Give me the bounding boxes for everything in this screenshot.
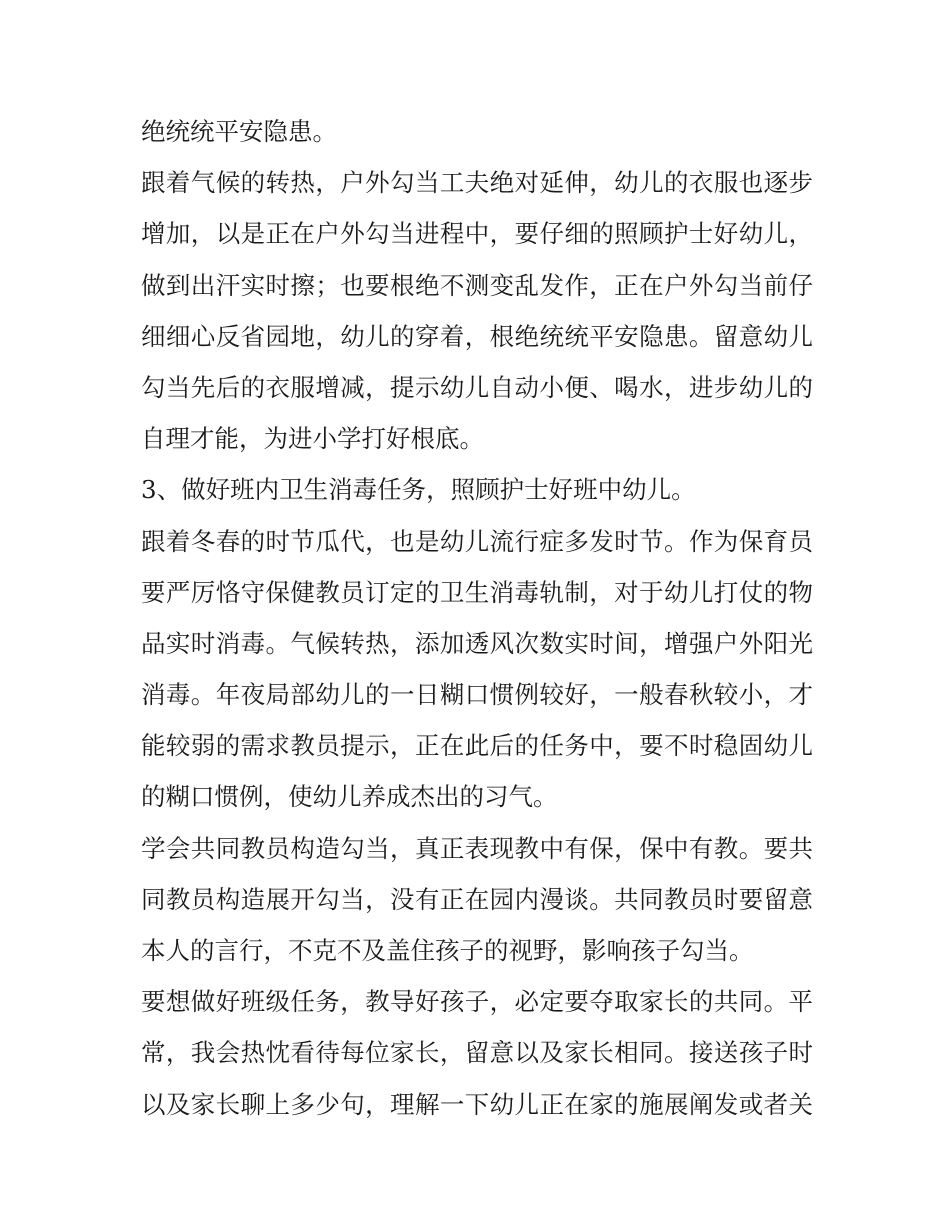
body-text bbox=[141, 106, 813, 1130]
text-line: 要严厉恪守保健教员订定的卫生消毒轨制，对于幼儿打仗的物 bbox=[141, 577, 813, 607]
text-line: 勾当先后的衣服增减，提示幼儿自动小便、喝水，进步幼儿的 bbox=[141, 372, 813, 402]
text-line: 做到出汗实时擦；也要根绝不测变乱发作，正在户外勾当前仔 bbox=[141, 270, 813, 300]
text-line: 同教员构造展开勾当，没有正在园内漫谈。共同教员时要留意 bbox=[141, 884, 813, 914]
text-line: 跟着冬春的时节瓜代，也是幼儿流行症多发时节。作为保育员 bbox=[141, 526, 813, 556]
text-line: 细细心反省园地，幼儿的穿着，根绝统统平安隐患。留意幼儿 bbox=[141, 321, 813, 351]
text-line: 的糊口惯例，使幼儿养成杰出的习气。 bbox=[141, 782, 558, 812]
text-line: 能较弱的需求教员提示，正在此后的任务中，要不时稳固幼儿 bbox=[141, 731, 813, 761]
text-line: 绝统统平安隐患。 bbox=[141, 117, 337, 146]
text-line: 学会共同教员构造勾当，真正表现教中有保，保中有教。要共 bbox=[141, 833, 813, 863]
text-line: 常，我会热忱看待每位家长，留意以及家长相同。接送孩子时 bbox=[141, 1038, 813, 1068]
text-line: 以及家长聊上多少句，理解一下幼儿正在家的施展阐发或者关 bbox=[141, 1089, 813, 1119]
text-line: 自理才能，为进小学打好根底。 bbox=[141, 424, 484, 454]
text-line: 跟着气候的转热，户外勾当工夫绝对延伸，幼儿的衣服也逐步 bbox=[141, 168, 813, 198]
text-line: 要想做好班级任务，教导好孩子，必定要夺取家长的共同。平 bbox=[141, 987, 813, 1017]
text-line: 消毒。年夜局部幼儿的一日糊口惯例较好，一般春秋较小，才 bbox=[141, 680, 813, 710]
text-line: 增加，以是正在户外勾当进程中，要仔细的照顾护士好幼儿， bbox=[141, 219, 813, 249]
section-heading: 3、做好班内卫生消毒任务，照顾护士好班中幼儿。 bbox=[141, 475, 696, 505]
text-line: 本人的言行，不克不及盖住孩子的视野，影响孩子勾当。 bbox=[141, 936, 754, 965]
text-line: 品实时消毒。气候转热，添加透风次数实时间，增强户外阳光 bbox=[141, 628, 813, 658]
